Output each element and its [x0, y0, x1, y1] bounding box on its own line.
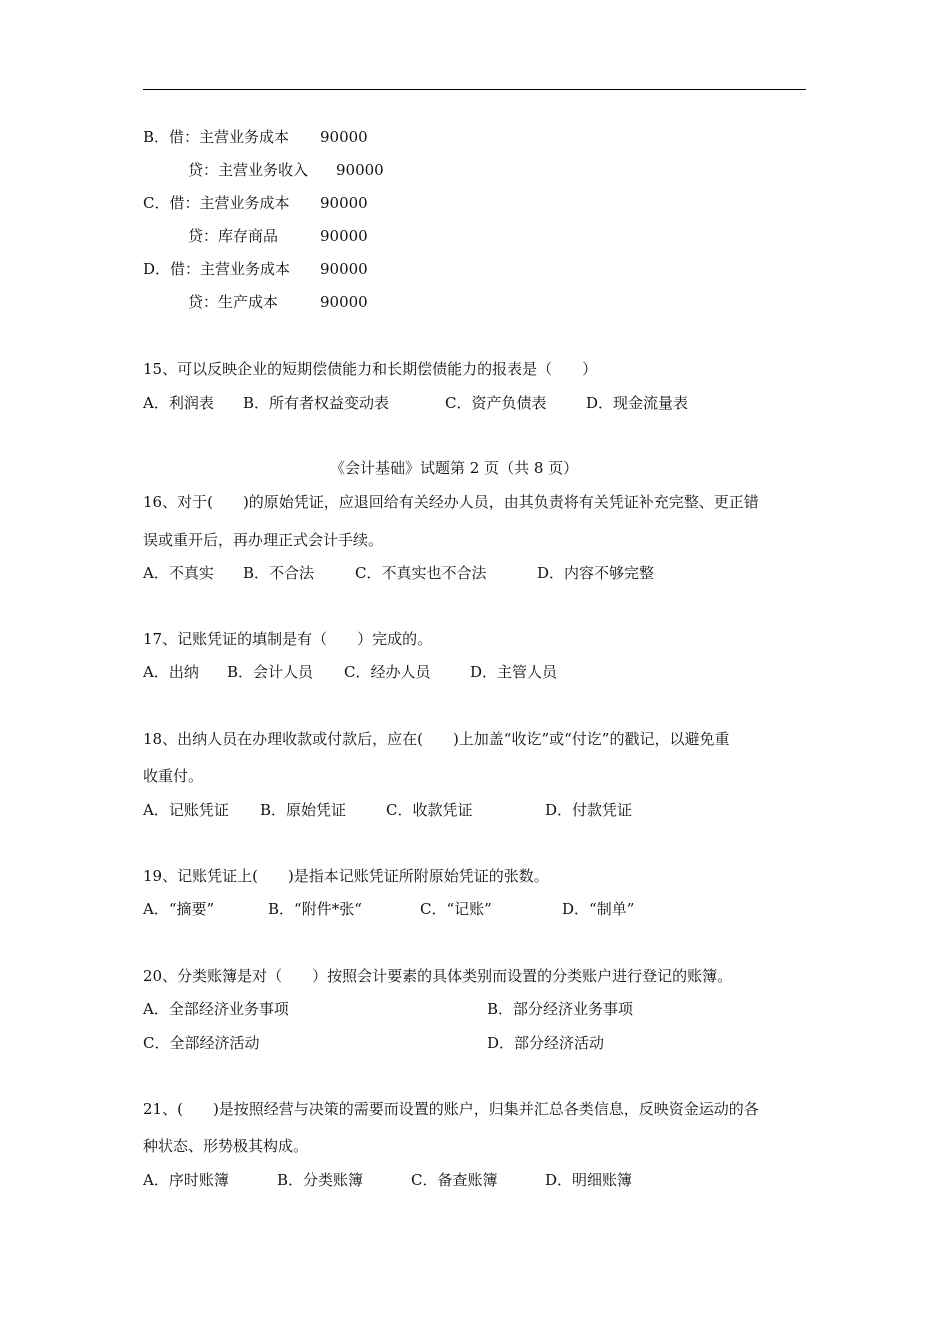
q18-stem-line2: 收重付。: [143, 767, 204, 785]
q14-option-c-debit-amount: 90000: [320, 194, 368, 212]
q14-option-b-debit-amount: 90000: [320, 128, 368, 146]
header-rule: [143, 89, 806, 90]
q14-option-c-credit: 贷：库存商品: [188, 227, 279, 245]
q19-stem: 19、记账凭证上( )是指本记账凭证所附原始凭证的张数。: [143, 867, 549, 885]
q17-option-d: D．主管人员: [470, 663, 558, 681]
q21-option-a: A．序时账簿: [143, 1171, 229, 1189]
q20-option-a: A．全部经济业务事项: [143, 1000, 289, 1018]
q19-option-b: B．“附件*张“: [268, 900, 362, 918]
q17-stem: 17、记账凭证的填制是有（ ）完成的。: [143, 630, 433, 648]
q15-option-b: B．所有者权益变动表: [243, 394, 390, 412]
q20-option-d: D．部分经济活动: [487, 1034, 605, 1052]
q18-option-c: C．收款凭证: [386, 801, 473, 819]
q17-option-c: C．经办人员: [344, 663, 431, 681]
q17-option-b: B．会计人员: [227, 663, 314, 681]
q20-option-c: C．全部经济活动: [143, 1034, 260, 1052]
q21-option-c: C．备查账簿: [411, 1171, 498, 1189]
q20-option-b: B．部分经济业务事项: [487, 1000, 634, 1018]
q14-option-d-debit-amount: 90000: [320, 260, 368, 278]
q20-stem: 20、分类账簿是对（ ）按照会计要素的具体类别而设置的分类账户进行登记的账簿。: [143, 967, 733, 985]
q16-option-c: C．不真实也不合法: [355, 564, 487, 582]
q18-option-b: B．原始凭证: [260, 801, 347, 819]
q21-option-d: D．明细账簿: [545, 1171, 633, 1189]
q15-stem: 15、可以反映企业的短期偿债能力和长期偿债能力的报表是（ ）: [143, 360, 598, 378]
q14-option-c-credit-amount: 90000: [320, 227, 368, 245]
q21-stem-line1: 21、( )是按照经营与决策的需要而设置的账户，归集并汇总各类信息，反映资金运动的各: [143, 1100, 759, 1118]
q16-option-a: A．不真实: [143, 564, 214, 582]
q14-option-c-debit: C．借：主营业务成本: [143, 194, 290, 212]
q15-option-c: C．资产负债表: [445, 394, 547, 412]
q16-stem-line2: 误或重开后，再办理正式会计手续。: [143, 531, 384, 549]
q21-stem-line2: 种状态、形势极其构成。: [143, 1137, 309, 1155]
q18-option-a: A．记账凭证: [143, 801, 229, 819]
q14-option-b-credit-amount: 90000: [336, 161, 384, 179]
q16-stem-line1: 16、对于( )的原始凭证，应退回给有关经办人员，由其负责将有关凭证补充完整、更正错: [143, 493, 759, 511]
page-footer: 《会计基础》试题第 2 页（共 8 页）: [330, 459, 579, 477]
q14-option-b-debit: B．借：主营业务成本: [143, 128, 290, 146]
q19-option-a: A．“摘要”: [143, 900, 215, 918]
q18-option-d: D．付款凭证: [545, 801, 633, 819]
q19-option-d: D．“制单”: [562, 900, 635, 918]
q14-option-d-credit-amount: 90000: [320, 293, 368, 311]
q14-option-d-credit: 贷：生产成本: [188, 293, 279, 311]
q16-option-b: B．不合法: [243, 564, 315, 582]
q18-stem-line1: 18、出纳人员在办理收款或付款后，应在( )上加盖“收讫”或“付讫”的戳记，以避免重: [143, 730, 730, 748]
q14-option-d-debit: D．借：主营业务成本: [143, 260, 291, 278]
q14-option-b-credit: 贷：主营业务收入: [188, 161, 309, 179]
q15-option-d: D．现金流量表: [586, 394, 689, 412]
q15-option-a: A．利润表: [143, 394, 214, 412]
q19-option-c: C．“记账”: [420, 900, 492, 918]
q16-option-d: D．内容不够完整: [537, 564, 655, 582]
q21-option-b: B．分类账簿: [277, 1171, 364, 1189]
q17-option-a: A．出纳: [143, 663, 199, 681]
